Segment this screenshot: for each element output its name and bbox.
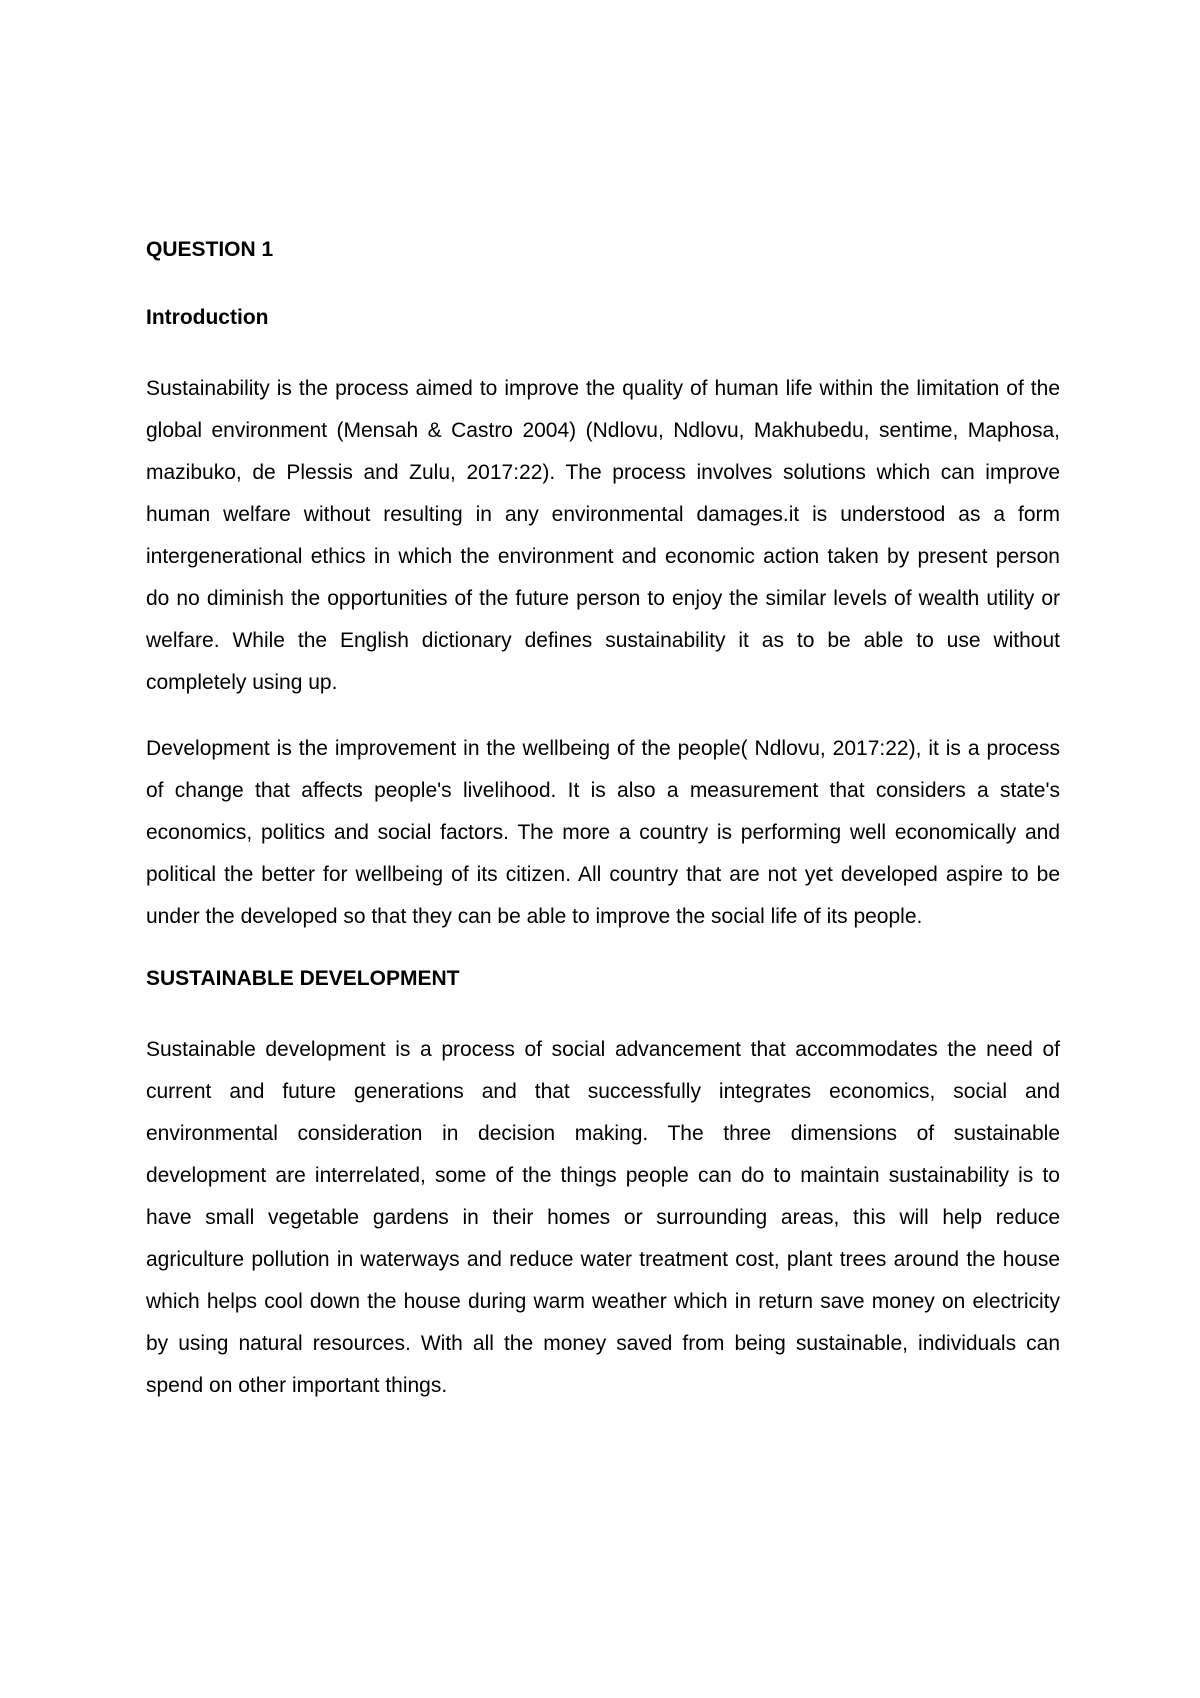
sustainable-development-paragraph: Sustainable development is a process of social advancement that accommodates the need of current and future generations and that successfully integrates economics, social and environmental consideration in decision making. The three dimensions of sustainable development are interrelated, some of the things people can do to maintain sustainability is to have small vegetable gardens in their homes or surrounding areas, this will help reduce agriculture pollution in waterways and reduce water treatment cost, plant trees around the house which helps cool down the house during warm weather which in return save money on electricity by using natural resources. With all the money saved from being sustainable, individuals can spend on other important things.: [146, 1038, 1060, 1397]
question-title: QUESTION 1: [146, 238, 274, 261]
development-paragraph: Development is the improvement in the wellbeing of the people( Ndlovu, 2017:22), it is a process of change that affects people's livelihood. It is also a measurement that considers a state's economics, politics and social factors. The more a country is performing well economically and political the better for wellbeing of its citizen. All country that are not yet developed aspire to be under the developed so that they can be able to improve the social life of its people.: [146, 737, 1060, 928]
sustainable-development-heading: SUSTAINABLE DEVELOPMENT: [146, 967, 460, 990]
sustainability-paragraph: Sustainability is the process aimed to improve the quality of human life within the limitation of the global environment (Mensah & Castro 2004) (Ndlovu, Ndlovu, Makhubedu, sentime, Maphosa, mazibuko, de Plessis and Zulu, 2017:22). The process involves solutions which can improve human welfare without resulting in any environmental damages.it is understood as a form intergenerational ethics in which the environment and economic action taken by present person do no diminish the opportunities of the future person to enjoy the similar levels of wealth utility or welfare. While the English dictionary defines sustainability it as to be able to use without completely using up.: [146, 377, 1060, 694]
document-body: [146, 233, 1060, 1431]
introduction-heading: Introduction: [146, 306, 269, 329]
